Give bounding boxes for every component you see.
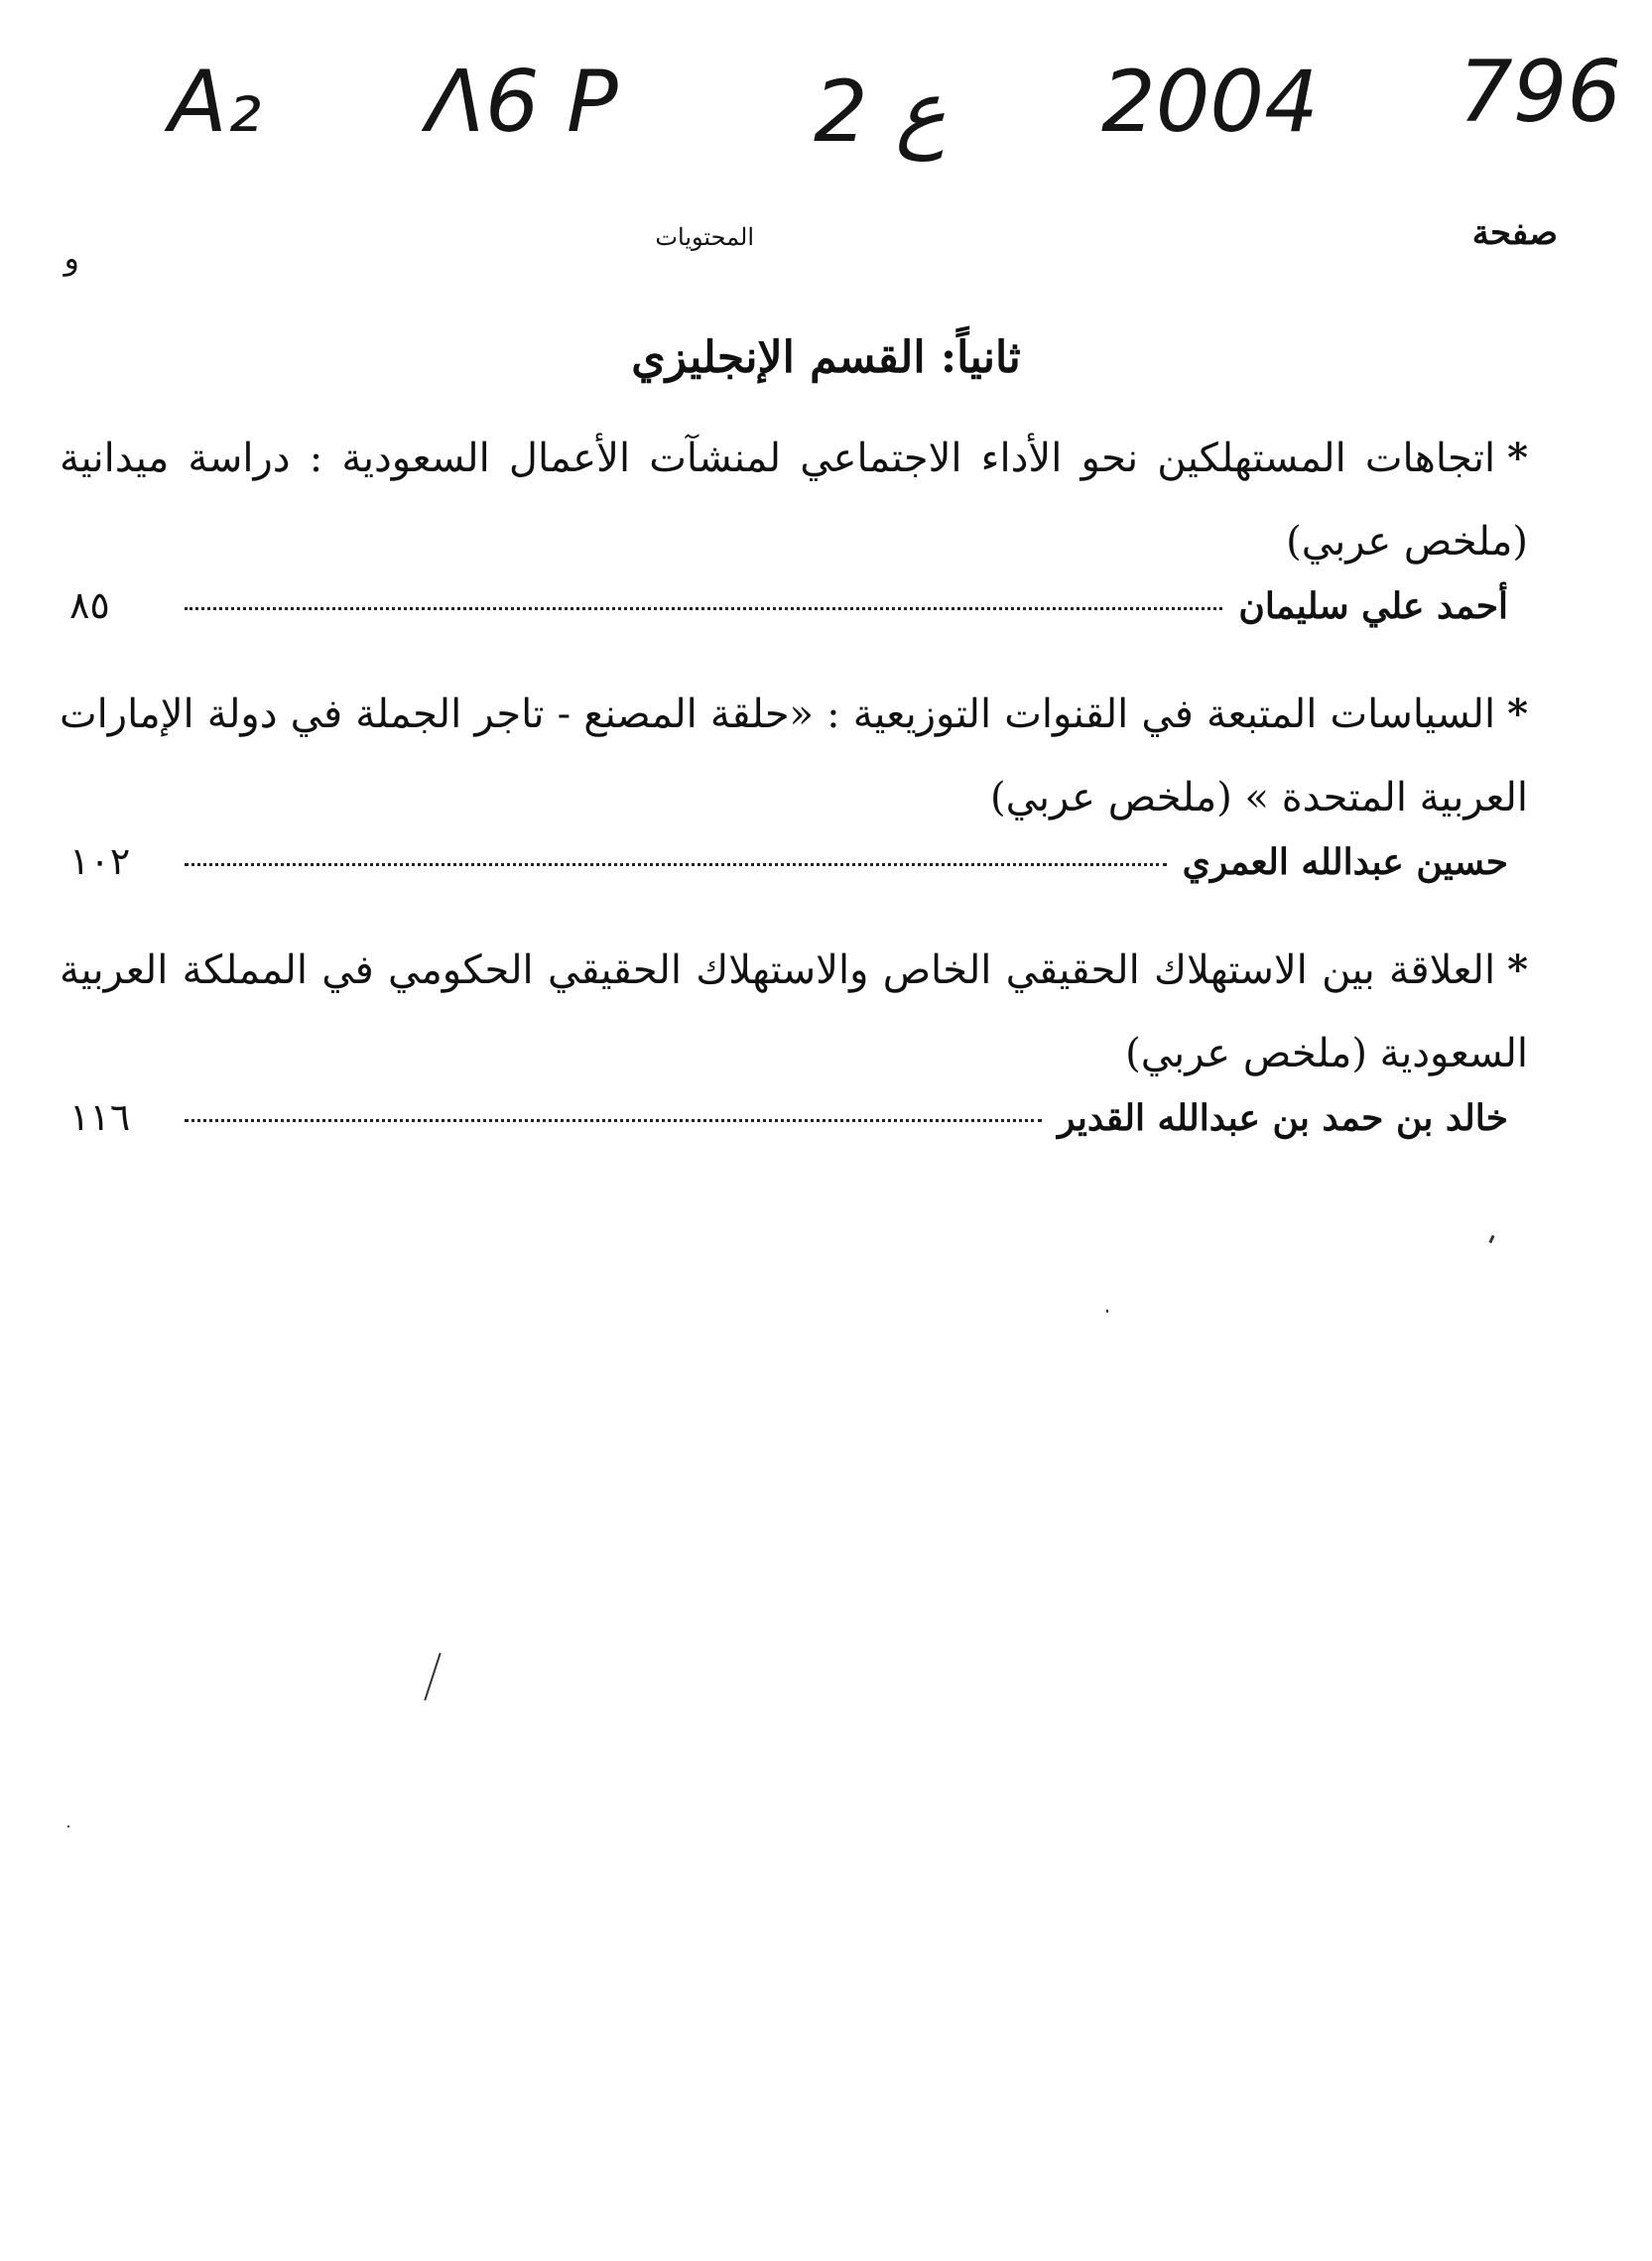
toc-entry	[60, 929, 1548, 1167]
handwritten-code-2: Λ6 P	[427, 53, 618, 152]
scan-speck	[1488, 1235, 1494, 1244]
toc-entry	[60, 417, 1548, 655]
dot-leader	[185, 863, 1167, 866]
toc-entry	[60, 673, 1548, 911]
scan-speck	[424, 1653, 441, 1700]
scan-speck	[1106, 1310, 1108, 1313]
toc-entry-title	[60, 929, 1548, 1095]
toc-entry-title-text: العلاقة بين الاستهلاك الحقيقي الخاص والاستهلاك الحقيقي الحكومي في المملكة العربية السعودية (ملخص عربي)	[60, 947, 1528, 1076]
asterisk-marker: *	[1507, 435, 1528, 481]
toc-page-number: ٨٥	[69, 583, 110, 627]
toc-entry-title-text: اتجاهات المستهلكين نحو الأداء الاجتماعي لمنشآت الأعمال السعودية : دراسة ميدانية (ملخص عربي)	[60, 436, 1528, 565]
handwritten-code-3: 2 ع	[814, 63, 947, 162]
toc-entry-title	[60, 417, 1548, 583]
toc-page-number: ١١٦	[69, 1095, 131, 1139]
asterisk-marker: *	[1507, 691, 1528, 737]
handwritten-code-1: A₂	[169, 53, 262, 152]
toc-page-number: ١٠٢	[69, 839, 131, 883]
folio-letter: و	[64, 239, 79, 277]
dot-leader	[185, 1119, 1042, 1122]
toc-author-row	[60, 839, 1548, 911]
toc-author-row	[60, 583, 1548, 655]
toc-author: أحمد علي سليمان	[1238, 585, 1508, 627]
toc-author: خالد بن حمد بن عبدالله القدير	[1058, 1097, 1508, 1139]
toc-entry-title	[60, 673, 1548, 839]
toc-author: حسين عبدالله العمري	[1182, 841, 1508, 883]
toc-entry-title-text: السياسات المتبعة في القنوات التوزيعية : «حلقة المصنع - تاجر الجملة في دولة الإمارات العربية المتحدة » (ملخص عربي)	[60, 691, 1528, 820]
handwritten-annotation	[0, 40, 1652, 208]
section-heading: ثانياً: القسم الإنجليزي	[631, 332, 1021, 383]
scan-speck	[67, 1825, 69, 1827]
page-column-label: صفحة	[1471, 213, 1558, 253]
running-title: المحتويات	[655, 223, 754, 251]
toc-author-row	[60, 1095, 1548, 1167]
handwritten-year: 2004	[1101, 53, 1319, 152]
dot-leader	[185, 607, 1222, 610]
handwritten-number: 796	[1459, 43, 1622, 142]
table-of-contents	[60, 417, 1548, 1185]
asterisk-marker: *	[1507, 946, 1528, 993]
page-header	[60, 213, 1558, 283]
